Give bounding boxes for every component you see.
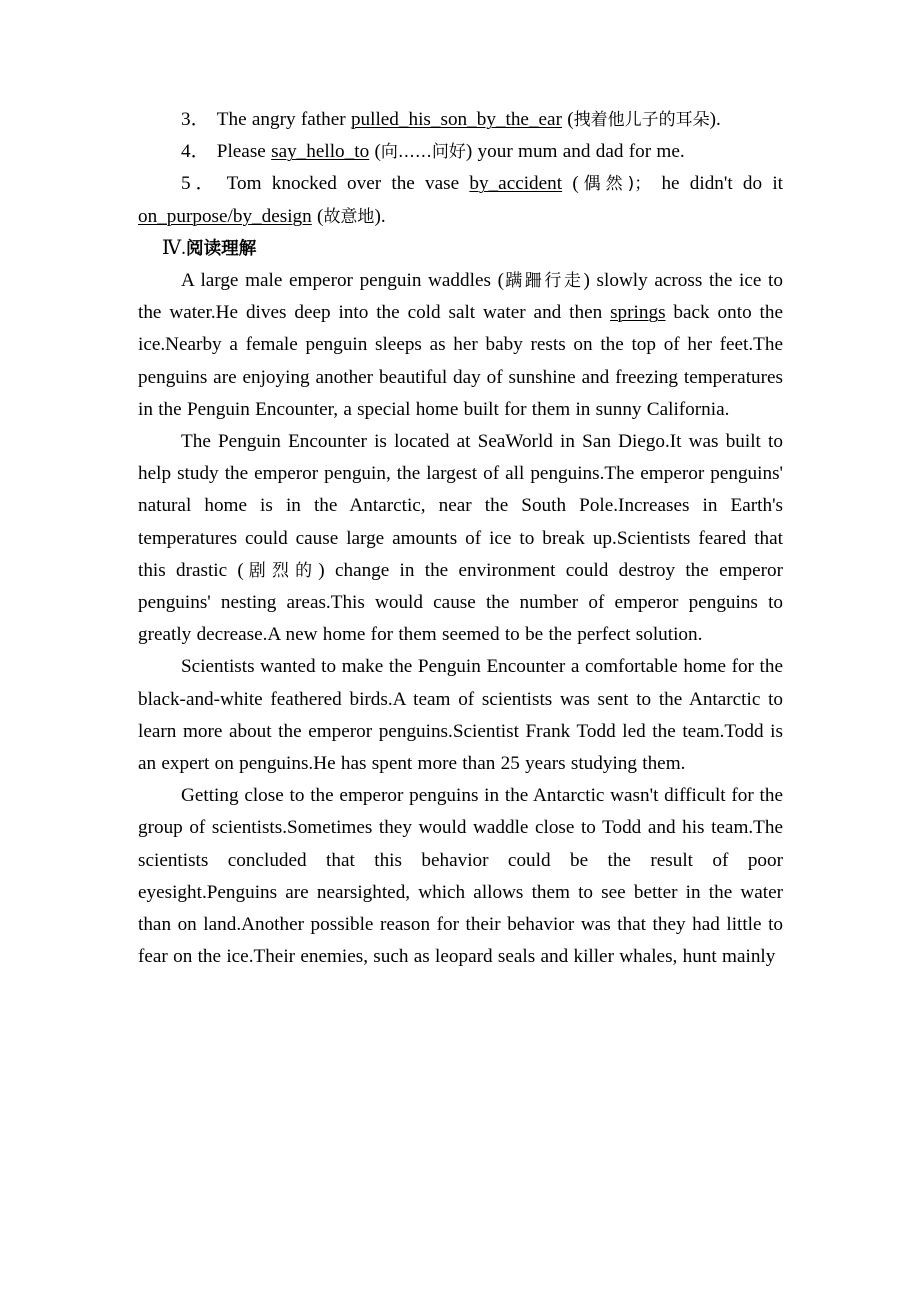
exercise-item-3-number: 3． [181,109,210,130]
exercise-item-4-gloss-close: ) [465,141,473,163]
section-heading [138,233,783,265]
page-content [138,104,783,973]
exercise-item-3-answer: pulled_his_son_by_the_ear [350,109,562,130]
exercise-item-5-gloss: 偶然 [578,174,628,195]
exercise-item-4-text-after: your mum and dad for me. [472,141,685,163]
passage-paragraph-1-segment-1: 蹒跚行走 [503,271,584,292]
exercise-item-3-gloss-open: ( [561,109,574,130]
exercise-item-3-gloss-close: ). [709,109,721,130]
passage-paragraph-2-segment-1: 剧烈的 [243,560,319,581]
exercise-item-5-gloss2-close: ). [374,205,386,227]
exercise-item-3-gloss: 拽着他儿子的耳朵 [573,110,710,130]
section-heading-numeral: Ⅳ. [162,237,186,259]
exercise-item-3-text-before: The angry father [216,109,351,130]
passage-paragraph-3-segment-0: Scientists wanted to make the Penguin Encounter a comfortable home for the black-and-white feathered birds.A team of scientists was sent to the Antarctic to learn more about the emperor penguins.Scientist Frank Todd led the team.Todd is an expert on penguins.He has spent more than 25 years studying them. [138,656,783,775]
passage-paragraph-1-segment-4: back onto the ice.Nearby a female penguin sleeps as her baby rests on the top of her feet.The penguins are enjoying another beautiful day of sunshine and freezing temperatures in the Penguin Encounter, a special home built for them in sunny California. [138,302,783,420]
passage-paragraph-4 [138,780,783,973]
passage-paragraph-2 [138,426,783,651]
passage-paragraph-1 [138,265,783,426]
passage-paragraph-3 [138,651,783,780]
exercise-item-5-answer: by_accident [469,173,563,195]
exercise-item-5-answer-2: on_purpose/by_design [138,205,312,227]
section-heading-title: 阅读理解 [185,238,257,259]
passage-paragraph-2-segment-2: ) change in the environment could destroy the emperor penguins' nesting areas.This would cause the number of emperor penguins to greatly decrease.A new home for them seemed to be the perfect solution. [138,559,783,646]
exercise-item-5-text-before: Tom knocked over the vase [226,173,470,195]
reading-passage [138,265,783,973]
exercise-item-4-answer: say_hello_to [271,141,370,163]
exercise-item-5-gloss-close: )； [627,174,652,195]
exercise-item-4 [138,136,783,168]
passage-paragraph-1-segment-2: ) slowly across the ice to the water.He dives deep into the cold salt water and then [138,270,783,324]
exercise-item-5-text-after: he didn't do it [651,173,784,195]
exercise-item-4-gloss: 向……问好 [380,142,466,163]
exercise-item-5-gloss-open: ( [562,173,579,195]
exercise-item-5 [138,168,783,232]
exercise-item-4-text-before: Please [216,141,272,163]
exercise-item-5-number: 5． [181,173,220,195]
exercise-item-3 [138,104,783,136]
exercise-item-4-gloss-open: ( [369,141,381,163]
passage-paragraph-1-segment-3: springs [610,302,666,324]
exercise-item-5-gloss2-open: ( [311,205,324,227]
passage-paragraph-1-segment-0: A large male emperor penguin waddles ( [181,270,504,292]
passage-paragraph-4-segment-0: Getting close to the emperor penguins in the Antarctic wasn't difficult for the group of scientists.Sometimes they would waddle close to Todd and his team.The scientists concluded that this behavior could be the result of poor eyesight.Penguins are nearsighted, which allows them to see better in the water than on land.Another possible reason for their behavior was that they had little to fear on the ice.Their enemies, such as leopard seals and killer whales, hunt mainly [138,785,783,968]
passage-paragraph-2-segment-0: The Penguin Encounter is located at SeaWorld in San Diego.It was built to help study the emperor penguin, the largest of all penguins.The emperor penguins' natural home is in the Antarctic, near the South Pole.Increases in Earth's temperatures could cause large amounts of ice to break up.Scientists feared that this drastic ( [138,431,783,581]
exercise-item-5-gloss-2: 故意地 [323,206,375,227]
exercise-item-4-number: 4． [181,141,210,163]
